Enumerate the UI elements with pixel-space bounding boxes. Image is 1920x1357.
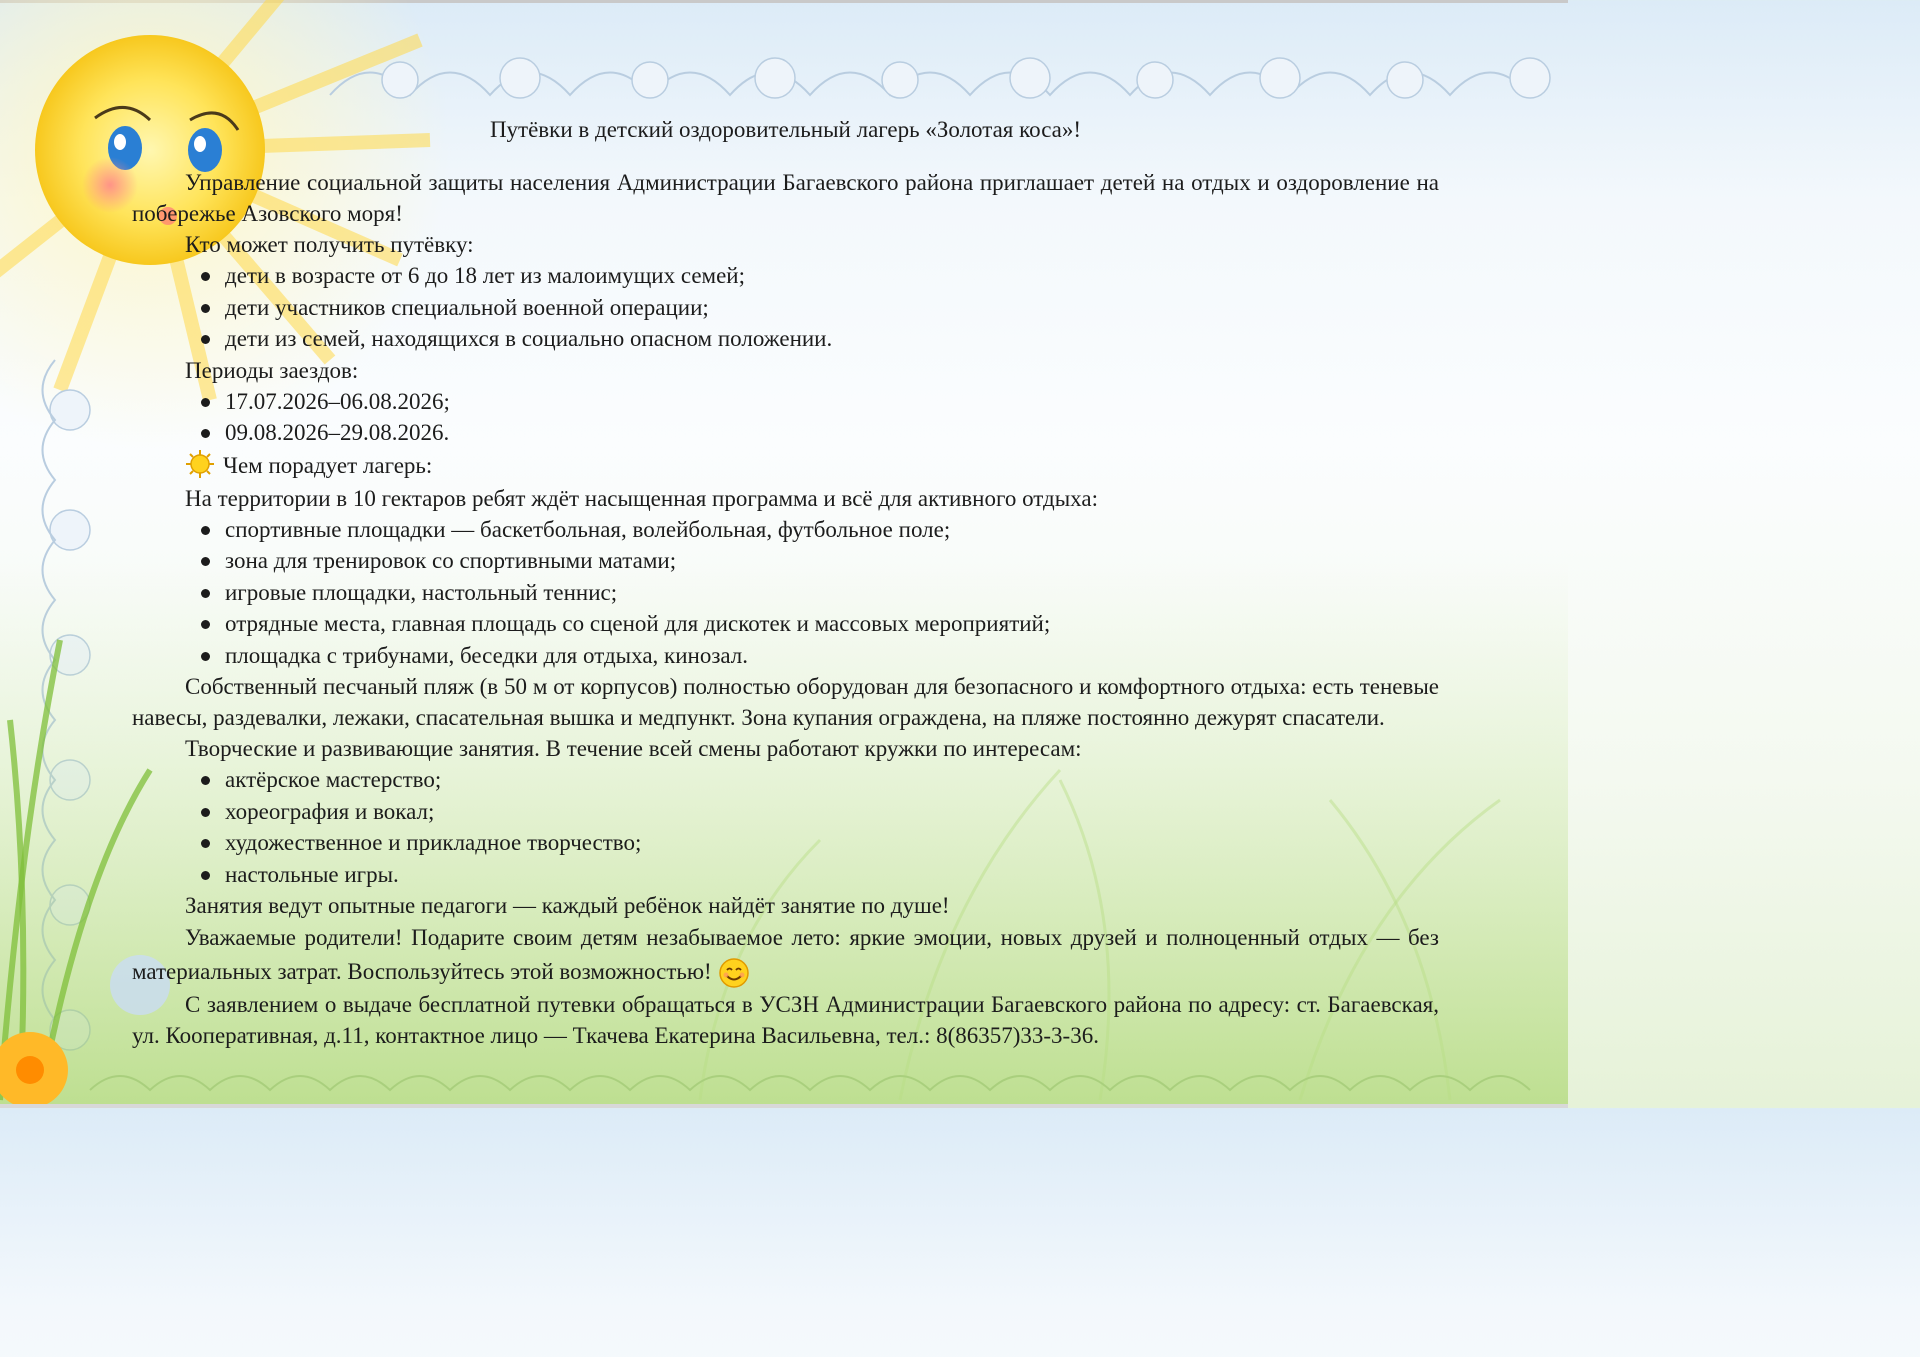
list-item: дети в возрасте от 6 до 18 лет из малоимущих семей; [225,260,1439,292]
camp-lead: На территории в 10 гектаров ребят ждёт насыщенная программа и всё для активного отдыха: [185,485,1098,511]
appeal-paragraph [132,921,1439,989]
camp-heading: Чем порадует лагерь: [223,452,433,478]
eligibility-heading: Кто может получить путёвку: [185,232,474,257]
activities-note: Занятия ведут опытные педагоги — каждый ребёнок найдёт занятие по душе! [185,893,950,918]
activities-list [132,764,1439,890]
document-title: Путёвки в детский оздоровительный лагерь «Золотая коса»! [489,117,1082,142]
list-item: зона для тренировок со спортивными матами; [225,545,1439,577]
list-item: площадка с трибунами, беседки для отдыха, кинозал. [225,640,1439,672]
smile-emoji-icon [718,957,750,989]
intro-paragraph: Управление социальной защиты населения Администрации Багаевского района приглашает детей на отдых и оздоровление на побережье Азовского моря! [132,170,1439,226]
camp-heading-line [132,449,1439,483]
list-item: отрядные места, главная площадь со сценой для дискотек и массовых мероприятий; [225,608,1439,640]
activities-lead: Творческие и развивающие занятия. В течение всей смены работают кружки по интересам: [185,736,1082,761]
periods-heading: Периоды заездов: [185,357,359,383]
eligibility-list [132,260,1439,355]
list-item: дети участников специальной военной операции; [225,292,1439,324]
list-item: 17.07.2026–06.08.2026; [225,386,1439,418]
list-item: спортивные площадки — баскетбольная, волейбольная, футбольное поле; [225,514,1439,546]
list-item: актёрское мастерство; [225,764,1439,796]
list-item: хореография и вокал; [225,796,1439,828]
bottom-border [0,1104,1568,1108]
beach-paragraph: Собственный песчаный пляж (в 50 м от корпусов) полностью оборудован для безопасного и комфортного отдыха: есть теневые навесы, раздевалки, лежаки, спасательная вышка и медпункт. Зона купания ограждена, на пляже постоянно дежурят спасатели. [132,674,1439,730]
appeal-text: Уважаемые родители! Подарите своим детям незабываемое лето: яркие эмоции, новых друзей и полноценный отдых — без материальных затрат. Воспользуйтесь этой возможностью! [132,925,1439,984]
list-item: игровые площадки, настольный теннис; [225,577,1439,609]
list-item: настольные игры. [225,859,1439,891]
announcement-document [132,114,1439,1051]
camp-features-list [132,514,1439,672]
periods-list [132,386,1439,449]
list-item: дети из семей, находящихся в социально опасном положении. [225,323,1439,355]
list-item: 09.08.2026–29.08.2026. [225,417,1439,449]
sun-emoji-icon [185,449,215,479]
list-item: художественное и прикладное творчество; [225,827,1439,859]
contact-paragraph: С заявлением о выдаче бесплатной путевки обращаться в УСЗН Администрации Багаевского района по адресу: ст. Багаевская, ул. Кооперативная, д.11, контактное лицо — Ткачева Екатерина Васильевна, тел.: 8(86357)33-3-36. [132,992,1439,1048]
